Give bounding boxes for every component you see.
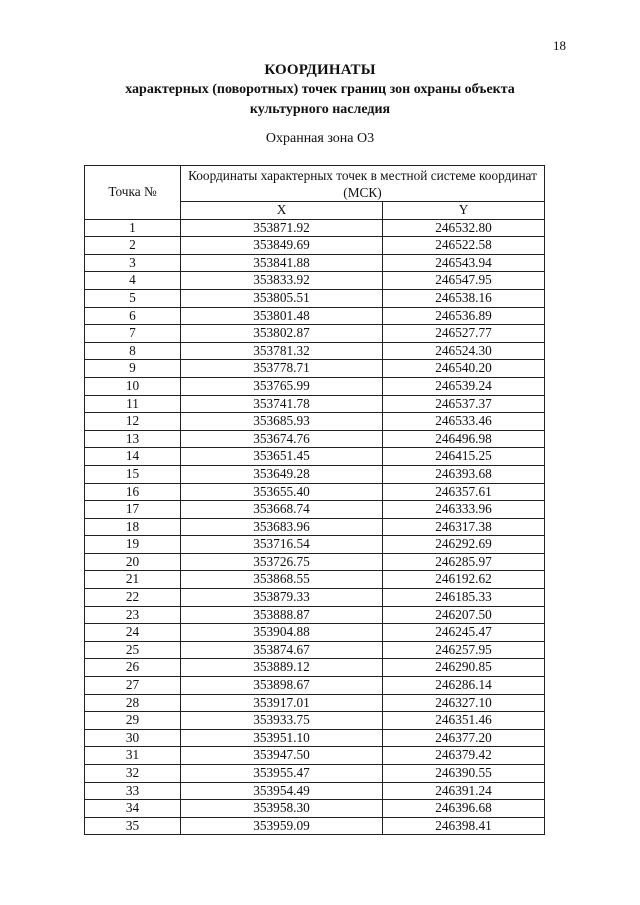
point-number-cell: 10 [85,377,181,395]
y-coordinate-cell: 246533.46 [383,413,545,431]
y-coordinate-cell: 246537.37 [383,395,545,413]
coordinates-header: Координаты характерных точек в местной системе координат (МСК) [181,166,545,202]
point-number-cell: 32 [85,765,181,783]
y-coordinate-cell: 246292.69 [383,536,545,554]
y-coordinate-cell: 246327.10 [383,694,545,712]
zone-label: Охранная зона О3 [265,131,375,146]
y-coordinate-cell: 246539.24 [383,377,545,395]
table-row [85,553,545,571]
point-number-cell: 31 [85,747,181,765]
table-row [85,694,545,712]
y-coordinate-cell: 246415.25 [383,448,545,466]
point-number-cell: 23 [85,606,181,624]
subtitle-line-2: культурного наследия [249,102,391,117]
point-number-cell: 27 [85,677,181,695]
point-number-cell: 1 [85,219,181,237]
y-coordinate-cell: 246527.77 [383,325,545,343]
x-coordinate-cell: 353685.93 [181,413,383,431]
document-title: КООРДИНАТЫ [264,62,376,78]
x-coordinate-cell: 353805.51 [181,289,383,307]
point-number-cell: 18 [85,518,181,536]
x-coordinate-cell: 353868.55 [181,571,383,589]
y-coordinate-cell: 246317.38 [383,518,545,536]
point-number-cell: 25 [85,641,181,659]
point-number-cell: 20 [85,553,181,571]
table-header-row [85,166,545,202]
y-coordinate-cell: 246391.24 [383,782,545,800]
table-row [85,712,545,730]
point-number-cell: 4 [85,272,181,290]
x-coordinate-cell: 353781.32 [181,342,383,360]
table-row [85,465,545,483]
y-coordinate-cell: 246398.41 [383,817,545,835]
y-coordinate-cell: 246207.50 [383,606,545,624]
y-coordinate-cell: 246290.85 [383,659,545,677]
x-coordinate-cell: 353951.10 [181,729,383,747]
x-coordinate-cell: 353683.96 [181,518,383,536]
x-coordinate-cell: 353959.09 [181,817,383,835]
table-row [85,342,545,360]
point-number-cell: 9 [85,360,181,378]
point-number-cell: 24 [85,624,181,642]
x-coordinate-cell: 353833.92 [181,272,383,290]
table-row [85,219,545,237]
point-number-cell: 28 [85,694,181,712]
point-number-cell: 26 [85,659,181,677]
x-header: X [181,202,383,220]
x-coordinate-cell: 353655.40 [181,483,383,501]
table-row [85,272,545,290]
table-row [85,237,545,255]
point-number-cell: 3 [85,254,181,272]
subtitle-line-1: характерных (поворотных) точек границ зон охраны объекта [125,82,515,97]
point-number-cell: 30 [85,729,181,747]
x-coordinate-cell: 353955.47 [181,765,383,783]
x-coordinate-cell: 353954.49 [181,782,383,800]
point-number-cell: 12 [85,413,181,431]
x-coordinate-cell: 353889.12 [181,659,383,677]
x-coordinate-cell: 353904.88 [181,624,383,642]
table-row [85,571,545,589]
table-row [85,395,545,413]
point-number-cell: 13 [85,430,181,448]
point-number-cell: 2 [85,237,181,255]
table-row [85,289,545,307]
table-row [85,325,545,343]
page-number: 18 [553,38,566,53]
y-coordinate-cell: 246547.95 [383,272,545,290]
x-coordinate-cell: 353668.74 [181,501,383,519]
y-coordinate-cell: 246377.20 [383,729,545,747]
point-number-cell: 7 [85,325,181,343]
table-row [85,624,545,642]
point-number-cell: 6 [85,307,181,325]
table-row [85,413,545,431]
point-number-cell: 22 [85,589,181,607]
y-coordinate-cell: 246543.94 [383,254,545,272]
x-coordinate-cell: 353801.48 [181,307,383,325]
x-coordinate-cell: 353888.87 [181,606,383,624]
table-row [85,518,545,536]
point-number-cell: 29 [85,712,181,730]
x-coordinate-cell: 353726.75 [181,553,383,571]
table-row [85,747,545,765]
y-coordinate-cell: 246396.68 [383,800,545,818]
table-row [85,659,545,677]
y-coordinate-cell: 246257.95 [383,641,545,659]
x-coordinate-cell: 353716.54 [181,536,383,554]
y-coordinate-cell: 246286.14 [383,677,545,695]
coordinates-table [84,165,545,835]
x-coordinate-cell: 353917.01 [181,694,383,712]
y-coordinate-cell: 246540.20 [383,360,545,378]
x-coordinate-cell: 353674.76 [181,430,383,448]
table-row [85,307,545,325]
y-coordinate-cell: 246333.96 [383,501,545,519]
x-coordinate-cell: 353651.45 [181,448,383,466]
point-number-cell: 15 [85,465,181,483]
x-coordinate-cell: 353802.87 [181,325,383,343]
x-coordinate-cell: 353765.99 [181,377,383,395]
table-row [85,483,545,501]
table-row [85,729,545,747]
y-coordinate-cell: 246524.30 [383,342,545,360]
point-number-header: Точка № [85,166,181,220]
x-coordinate-cell: 353879.33 [181,589,383,607]
table-row [85,677,545,695]
x-coordinate-cell: 353898.67 [181,677,383,695]
y-coordinate-cell: 246532.80 [383,219,545,237]
point-number-cell: 35 [85,817,181,835]
table-row [85,817,545,835]
y-coordinate-cell: 246538.16 [383,289,545,307]
x-coordinate-cell: 353933.75 [181,712,383,730]
point-number-cell: 11 [85,395,181,413]
table-row [85,377,545,395]
point-number-cell: 16 [85,483,181,501]
table-row [85,765,545,783]
y-header: Y [383,202,545,220]
x-coordinate-cell: 353874.67 [181,641,383,659]
table-row [85,430,545,448]
table-row [85,448,545,466]
table-row [85,589,545,607]
x-coordinate-cell: 353778.71 [181,360,383,378]
point-number-cell: 5 [85,289,181,307]
table-row [85,254,545,272]
x-coordinate-cell: 353841.88 [181,254,383,272]
x-coordinate-cell: 353849.69 [181,237,383,255]
y-coordinate-cell: 246351.46 [383,712,545,730]
table-row [85,606,545,624]
y-coordinate-cell: 246285.97 [383,553,545,571]
table-row [85,536,545,554]
table-row [85,501,545,519]
point-number-cell: 19 [85,536,181,554]
x-coordinate-cell: 353947.50 [181,747,383,765]
point-number-cell: 14 [85,448,181,466]
y-coordinate-cell: 246522.58 [383,237,545,255]
x-coordinate-cell: 353958.30 [181,800,383,818]
y-coordinate-cell: 246393.68 [383,465,545,483]
x-coordinate-cell: 353649.28 [181,465,383,483]
table-row [85,360,545,378]
table-body [85,219,545,835]
y-coordinate-cell: 246245.47 [383,624,545,642]
table-row [85,800,545,818]
point-number-cell: 34 [85,800,181,818]
point-number-cell: 33 [85,782,181,800]
point-number-cell: 17 [85,501,181,519]
document-subtitle [0,80,640,120]
y-coordinate-cell: 246185.33 [383,589,545,607]
y-coordinate-cell: 246536.89 [383,307,545,325]
y-coordinate-cell: 246357.61 [383,483,545,501]
x-coordinate-cell: 353871.92 [181,219,383,237]
point-number-cell: 21 [85,571,181,589]
x-coordinate-cell: 353741.78 [181,395,383,413]
point-number-cell: 8 [85,342,181,360]
table-row [85,641,545,659]
y-coordinate-cell: 246390.55 [383,765,545,783]
table-row [85,782,545,800]
y-coordinate-cell: 246496.98 [383,430,545,448]
y-coordinate-cell: 246192.62 [383,571,545,589]
y-coordinate-cell: 246379.42 [383,747,545,765]
